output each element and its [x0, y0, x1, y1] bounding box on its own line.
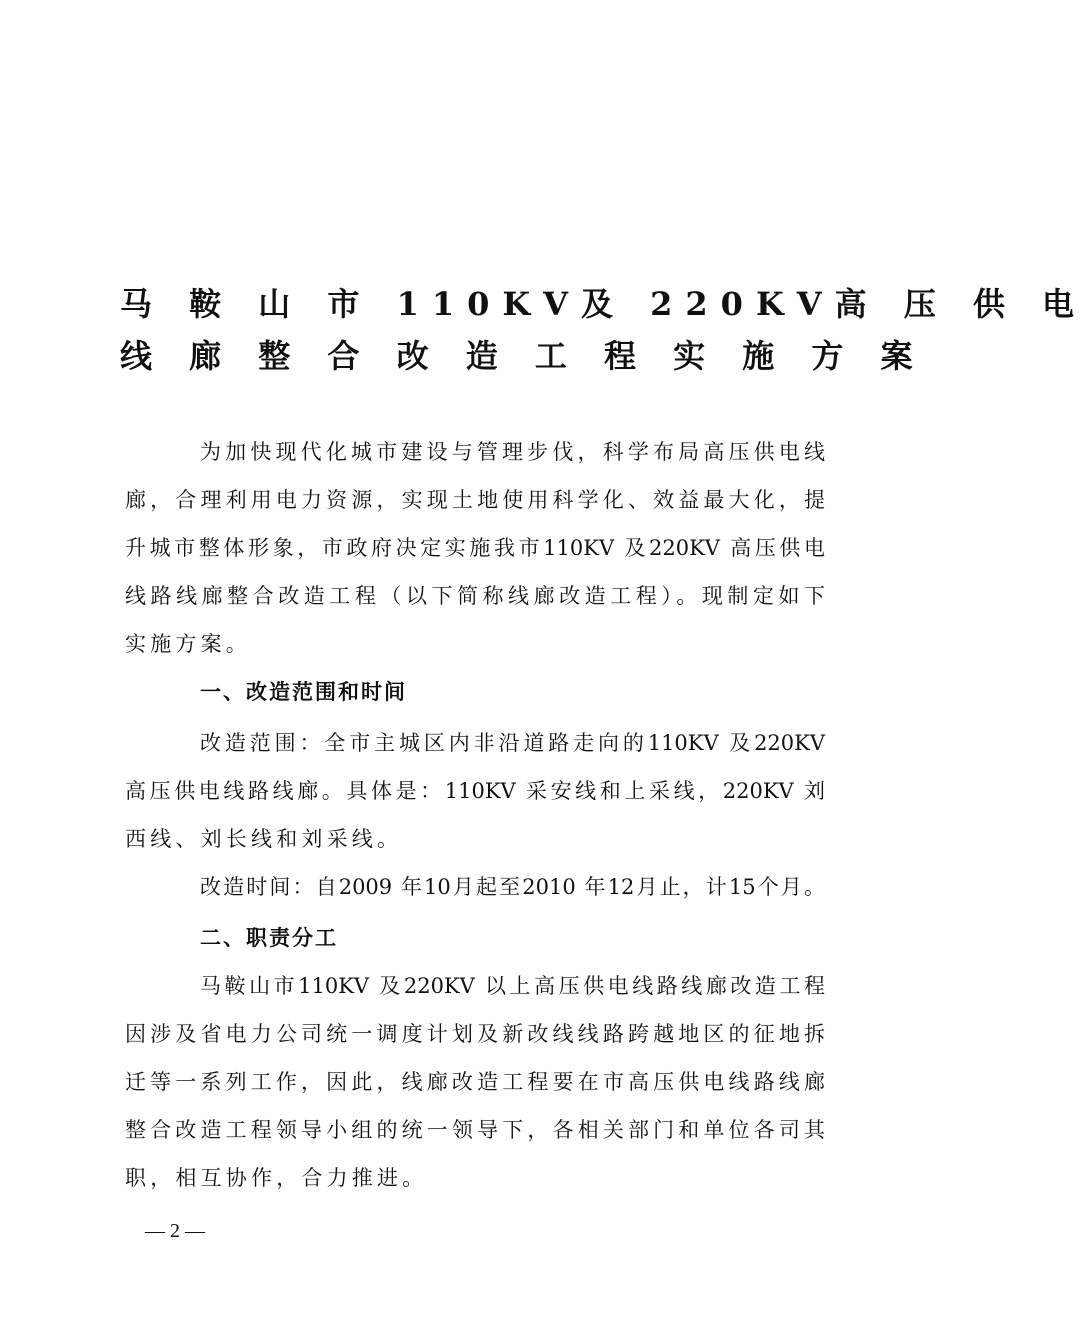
- section-2-line-5: 职，相互协作，合力推进。: [125, 1166, 428, 1190]
- section-1-scope-line-2: 高压供电线路线廊。具体是：110KV 采安线和上采线，220KV 刘: [125, 779, 825, 803]
- document-title-line-2: 线 廊 整 合 改 造 工 程 实 施 方 案: [120, 337, 926, 375]
- section-2-line-2: 因涉及省电力公司统一调度计划及新改线线路跨越地区的征地拆: [125, 1022, 825, 1046]
- page-number: — 2 —: [145, 1220, 205, 1242]
- intro-line-1: 为加快现代化城市建设与管理步伐，科学布局高压供电线: [200, 440, 825, 464]
- intro-line-5: 实施方案。: [125, 632, 251, 656]
- section-1-time-line: 改造时间：自2009 年10月起至2010 年12月止，计15个月。: [200, 875, 825, 899]
- section-2-line-4: 整合改造工程领导小组的统一领导下，各相关部门和单位各司其: [125, 1118, 825, 1142]
- section-1-scope-line-3: 西线、刘长线和刘采线。: [125, 827, 403, 851]
- document-title-line-1: 马 鞍 山 市 110KV及 220KV高 压 供 电: [120, 285, 1087, 323]
- section-2-line-1: 马鞍山市110KV 及220KV 以上高压供电线路线廊改造工程: [200, 974, 825, 998]
- section-2-line-3: 迁等一系列工作，因此，线廊改造工程要在市高压供电线路线廊: [125, 1070, 825, 1094]
- section-1-heading: 一、改造范围和时间: [200, 680, 407, 704]
- intro-line-4: 线路线廊整合改造工程（以下简称线廊改造工程）。现制定如下: [125, 584, 825, 608]
- intro-line-2: 廊，合理利用电力资源，实现土地使用科学化、效益最大化，提: [125, 488, 825, 512]
- section-1-scope-line-1: 改造范围：全市主城区内非沿道路走向的110KV 及220KV: [200, 731, 825, 755]
- intro-line-3: 升城市整体形象，市政府决定实施我市110KV 及220KV 高压供电: [125, 536, 825, 560]
- section-2-heading: 二、职责分工: [200, 926, 338, 950]
